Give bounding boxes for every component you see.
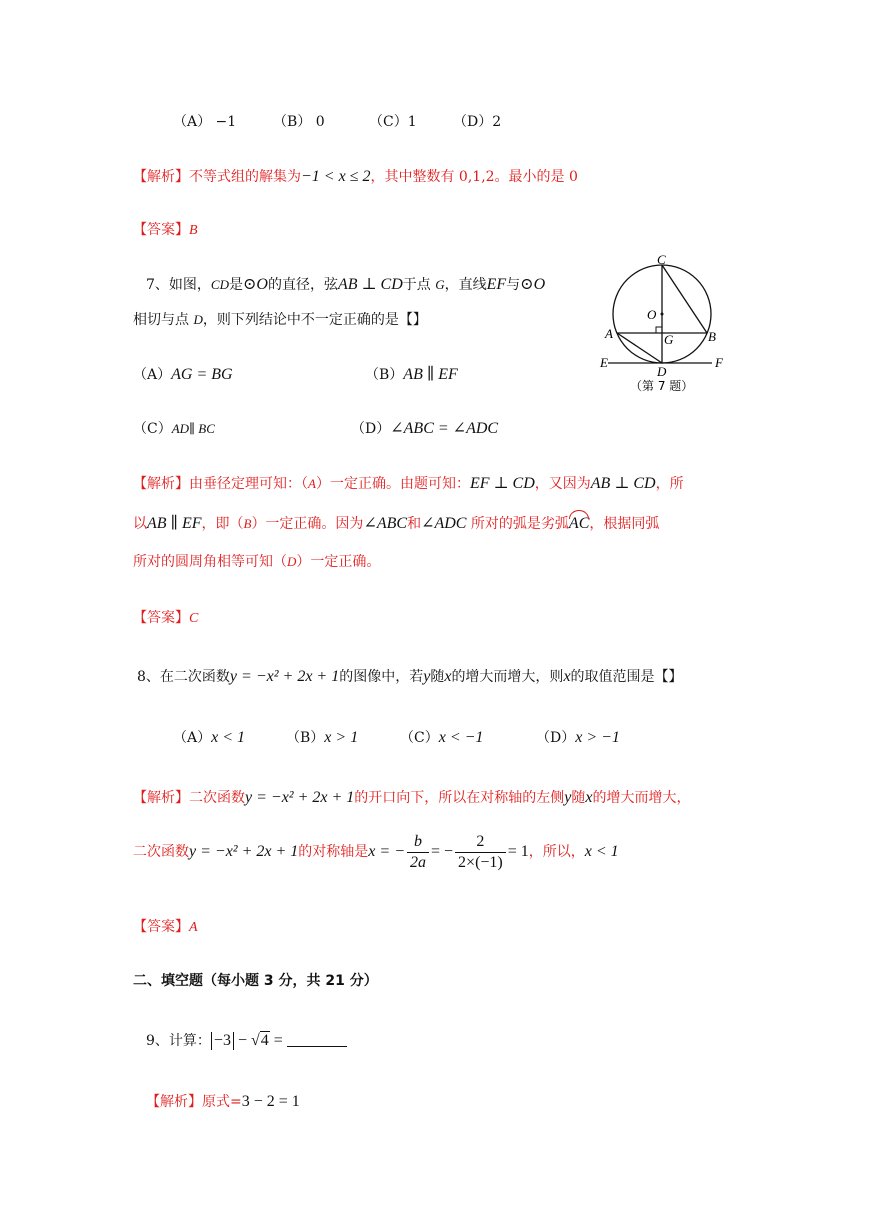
analysis-tag: 【解析】 xyxy=(133,476,189,492)
analysis-text: ，所以， xyxy=(528,844,585,860)
math-expr: EF ⊥ CD xyxy=(469,475,535,492)
analysis-tag: 【解析】 xyxy=(133,169,189,185)
math-expr: −1 < x ≤ 2 xyxy=(301,168,371,185)
answer-value: B xyxy=(189,223,198,238)
option-b-label: （B） xyxy=(365,367,404,383)
analysis-text: 的增大而增大， xyxy=(592,790,691,806)
analysis-text: 的对称轴是 xyxy=(298,844,369,860)
analysis-text: 随 xyxy=(571,790,586,806)
stem-text: 的直径，弦 xyxy=(267,277,338,293)
math-expr: x xyxy=(444,668,452,685)
q7-stem-line2 xyxy=(133,310,427,330)
q8-analysis-line2 xyxy=(133,830,619,874)
math-expr: = − xyxy=(431,843,454,860)
math-expr: AB ∥ EF xyxy=(147,515,202,532)
math-expr: AB ⊥ CD xyxy=(590,475,656,492)
sqrt-radicand: 4 xyxy=(260,1032,269,1049)
math-expr: y = −x² + 2x + 1 xyxy=(229,668,340,685)
fraction-numerator: b xyxy=(407,832,429,853)
math-expr: EF xyxy=(486,276,507,293)
answer-value: C xyxy=(189,611,199,626)
figure-label-g: G xyxy=(664,332,674,347)
option-d-label: （D） xyxy=(351,421,391,437)
absolute-value: −3 xyxy=(211,1032,234,1050)
analysis-text: ）一定正确。 xyxy=(296,554,381,570)
stem-text: 9、计算： xyxy=(146,1033,211,1049)
math-expr: x = − xyxy=(368,843,405,860)
figure-caption: （第 7 题） xyxy=(630,379,694,393)
q7-analysis-line3 xyxy=(133,552,380,572)
q9-analysis xyxy=(146,1092,300,1112)
stem-text: 的取值范围是【】 xyxy=(570,669,683,685)
q7-analysis-line1 xyxy=(133,474,684,494)
stem-text: 7、如图， xyxy=(146,277,211,293)
option-b-label: （B） xyxy=(286,730,325,746)
figure-center-dot xyxy=(661,313,664,316)
q7-figure xyxy=(596,252,736,398)
option-a-expr: x < 1 xyxy=(211,729,246,746)
option-d-label: （D） xyxy=(536,730,576,746)
math-expr: − xyxy=(233,1032,251,1049)
stem-text: 随 xyxy=(430,669,445,685)
sqrt-sign: √ xyxy=(250,1032,260,1049)
math-expr: D xyxy=(287,554,297,569)
analysis-tag: 【解析】 xyxy=(146,1094,202,1110)
q6-option-c: （C）1 xyxy=(369,114,417,130)
stem-text: 的增大而增大，则 xyxy=(451,669,564,685)
math-expr: CD xyxy=(210,277,229,292)
math-expr: D xyxy=(193,312,203,327)
q6-analysis xyxy=(133,167,578,187)
analysis-text: 的开口向下，所以在对称轴的左侧 xyxy=(354,790,565,806)
math-expr: x xyxy=(585,789,593,806)
stem-text: 的图像中，若 xyxy=(339,669,424,685)
answer-tag: 【答案】 xyxy=(133,610,189,626)
answer-tag: 【答案】 xyxy=(133,222,189,238)
q8-stem xyxy=(137,667,683,687)
option-c-label: （C） xyxy=(133,421,172,437)
option-d-expr: x > −1 xyxy=(575,729,620,746)
stem-text: 是 xyxy=(228,277,243,293)
q6-option-b: （B） 0 xyxy=(273,114,325,130)
analysis-text: 二次函数 xyxy=(133,844,189,860)
figure-label-o: O xyxy=(647,307,657,322)
q9-stem xyxy=(146,1030,347,1051)
figure-label-d: D xyxy=(657,364,667,379)
option-a-expr: AG = BG xyxy=(171,366,233,383)
math-expr: B xyxy=(243,516,252,531)
figure-right-angle-mark xyxy=(656,327,662,333)
fraction-b-over-2a xyxy=(407,832,429,873)
answer-value: A xyxy=(189,920,198,935)
q6-answer xyxy=(133,220,198,241)
answer-blank[interactable] xyxy=(287,1030,347,1047)
figure-label-a: A xyxy=(605,326,613,341)
q8-analysis-line1 xyxy=(133,788,691,808)
analysis-text: 不等式组的解集为 xyxy=(189,169,301,185)
analysis-text: 二次函数 xyxy=(189,790,245,806)
analysis-text: ，即（ xyxy=(201,516,244,532)
answer-tag: 【答案】 xyxy=(133,919,189,935)
analysis-text: ）一定正确。由题可知： xyxy=(315,476,470,492)
figure-label-c: C xyxy=(657,252,666,267)
q8-answer xyxy=(133,917,198,938)
fraction-denominator: 2a xyxy=(410,853,426,871)
math-expr: y xyxy=(423,668,431,685)
analysis-text: 所对的圆周角相等可知（ xyxy=(133,554,287,570)
math-expr: y = −x² + 2x + 1 xyxy=(189,843,299,860)
analysis-text: ，所 xyxy=(655,476,684,492)
option-d-expr: ∠ABC = ∠ADC xyxy=(390,420,499,437)
analysis-text: 所对的弧是劣弧 xyxy=(466,516,569,532)
stem-text: 8、在二次函数 xyxy=(137,669,230,685)
stem-text: ，直线 xyxy=(444,277,487,293)
arc-ac: AC xyxy=(568,515,590,532)
q7-stem-line1 xyxy=(146,275,545,295)
math-expr: = 1 xyxy=(507,843,529,860)
stem-text: 与 xyxy=(506,277,521,293)
q7-answer xyxy=(133,608,198,629)
section-heading: 二、填空题（每小题 3 分，共 21 分） xyxy=(133,973,378,989)
math-expr: y xyxy=(564,789,572,806)
q6-option-d: （D）2 xyxy=(453,114,502,130)
math-expr: x < 1 xyxy=(584,843,619,860)
analysis-text: ，根据同弧 xyxy=(589,516,660,532)
analysis-text: 和 xyxy=(407,516,422,532)
q6-option-a: （A） −1 xyxy=(173,114,237,130)
math-expr: 3 − 2 = 1 xyxy=(241,1093,300,1110)
option-a-label: （A） xyxy=(173,730,212,746)
figure-line-ad xyxy=(617,333,662,363)
analysis-text: 原式= xyxy=(202,1094,242,1110)
stem-text: 于点 xyxy=(402,277,436,293)
stem-text: 相切与点 xyxy=(133,312,194,328)
option-c-expr: x < −1 xyxy=(438,729,484,746)
figure-line-cb xyxy=(662,265,707,333)
option-b-expr: AB ∥ EF xyxy=(403,366,458,383)
math-expr: ⊙O xyxy=(520,276,546,293)
math-expr: ⊙O xyxy=(242,276,268,293)
math-expr: y = −x² + 2x + 1 xyxy=(245,789,355,806)
analysis-text: ）一定正确。因为 xyxy=(251,516,364,532)
analysis-tag: 【解析】 xyxy=(133,790,189,806)
stem-text: ，则下列结论中不一定正确的是【】 xyxy=(202,312,427,328)
analysis-text: 以 xyxy=(133,516,147,532)
figure-label-e: E xyxy=(600,355,608,370)
option-c-expr: AD∥ BC xyxy=(171,421,215,436)
analysis-text: ，又因为 xyxy=(534,476,591,492)
math-expr: ∠ADC xyxy=(421,515,467,532)
fraction-denominator: 2×(−1) xyxy=(458,853,503,871)
analysis-text: ，其中整数有 0,1,2。最小的是 0 xyxy=(370,169,578,185)
q6-options xyxy=(173,112,501,132)
q7-analysis-line2 xyxy=(133,514,659,534)
figure-label-f: F xyxy=(715,355,723,370)
q7-options-row2 xyxy=(133,419,498,439)
math-expr: AB ⊥ CD xyxy=(337,276,403,293)
math-expr: x xyxy=(563,668,571,685)
option-c-label: （C） xyxy=(400,730,439,746)
math-expr: = xyxy=(269,1032,287,1049)
math-expr: G xyxy=(435,277,445,292)
option-b-expr: x > 1 xyxy=(324,729,359,746)
analysis-text: 由垂径定理可知：（ xyxy=(189,476,308,492)
math-expr: A xyxy=(308,476,316,491)
option-a-label: （A） xyxy=(133,367,172,383)
q7-options-row1 xyxy=(133,365,458,385)
fraction-2-over-2x-1 xyxy=(455,832,506,873)
figure-label-b: B xyxy=(708,329,716,344)
fraction-numerator: 2 xyxy=(455,832,506,853)
math-expr: ∠ABC xyxy=(363,515,408,532)
q8-options xyxy=(173,728,620,748)
